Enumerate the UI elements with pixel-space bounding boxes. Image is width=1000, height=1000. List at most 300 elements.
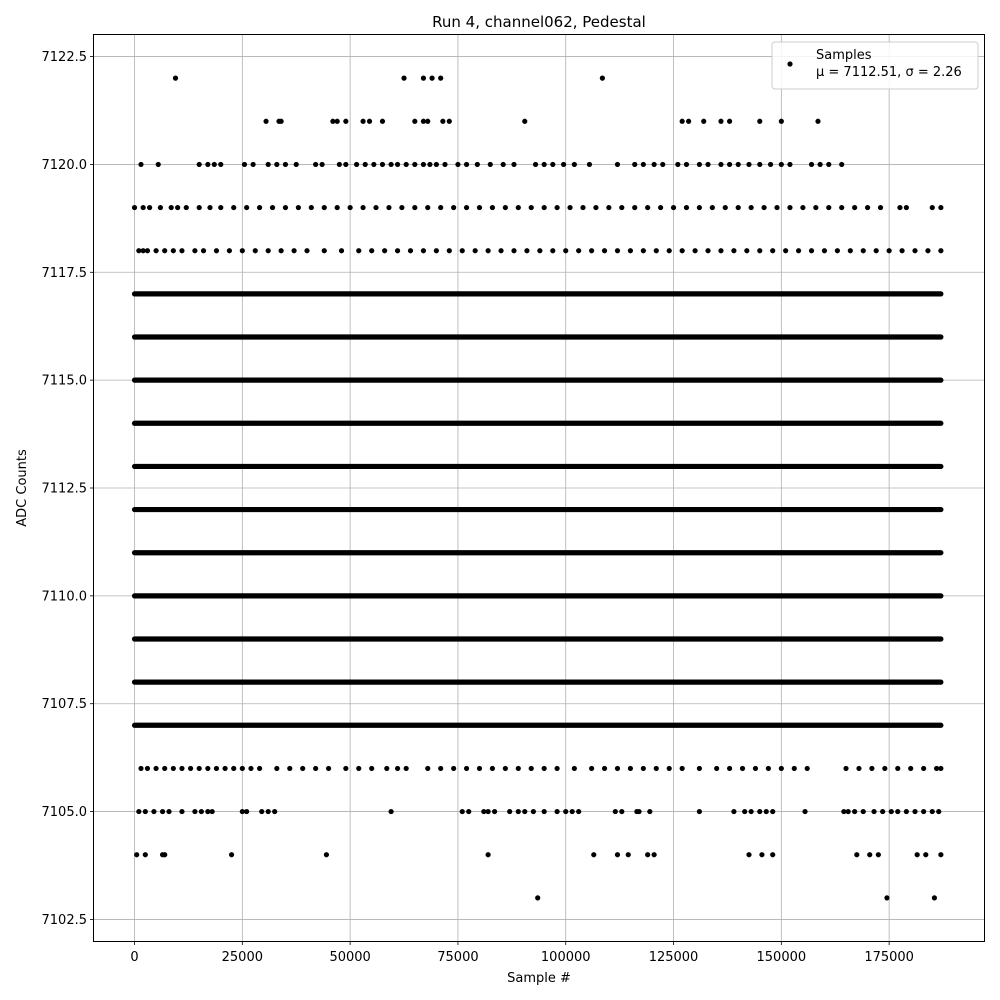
data-point xyxy=(477,205,482,210)
data-point xyxy=(425,766,430,771)
data-point xyxy=(188,766,193,771)
data-point xyxy=(757,119,762,124)
legend-marker xyxy=(787,61,792,66)
data-point xyxy=(822,248,827,253)
y-tick-label: 7115.0 xyxy=(41,373,87,389)
legend-stats: μ = 7112.51, σ = 2.26 xyxy=(816,65,962,80)
data-point xyxy=(632,205,637,210)
y-axis-label: ADC Counts xyxy=(15,449,30,527)
data-point xyxy=(205,162,210,167)
y-tick-label: 7122.5 xyxy=(41,50,87,66)
data-point xyxy=(244,809,249,814)
data-point xyxy=(613,809,618,814)
data-point xyxy=(529,205,534,210)
data-point xyxy=(214,248,219,253)
data-point xyxy=(257,766,262,771)
data-point xyxy=(335,119,340,124)
data-point xyxy=(555,766,560,771)
data-point xyxy=(464,162,469,167)
data-point xyxy=(291,248,296,253)
data-point xyxy=(710,205,715,210)
data-point xyxy=(680,766,685,771)
data-point xyxy=(503,205,508,210)
data-point xyxy=(632,162,637,167)
data-point xyxy=(136,809,141,814)
data-point xyxy=(736,205,741,210)
data-point xyxy=(356,766,361,771)
data-point xyxy=(757,248,762,253)
data-point xyxy=(757,809,762,814)
data-point xyxy=(171,766,176,771)
data-point xyxy=(421,162,426,167)
data-point xyxy=(882,766,887,771)
data-point xyxy=(175,205,180,210)
data-point xyxy=(932,895,937,900)
data-point xyxy=(145,248,150,253)
data-point xyxy=(912,809,917,814)
data-point xyxy=(511,162,516,167)
data-point xyxy=(300,766,305,771)
data-point xyxy=(705,248,710,253)
data-point xyxy=(166,809,171,814)
data-point xyxy=(884,895,889,900)
data-point xyxy=(779,766,784,771)
data-point xyxy=(531,809,536,814)
data-point xyxy=(395,162,400,167)
data-point xyxy=(768,162,773,167)
data-point xyxy=(304,248,309,253)
data-point xyxy=(542,162,547,167)
data-point xyxy=(626,852,631,857)
data-point xyxy=(654,766,659,771)
data-point xyxy=(438,76,443,81)
data-point xyxy=(425,119,430,124)
data-point xyxy=(464,766,469,771)
data-point xyxy=(421,76,426,81)
data-point xyxy=(921,809,926,814)
data-point xyxy=(746,162,751,167)
data-point xyxy=(615,766,620,771)
data-point xyxy=(589,766,594,771)
data-point xyxy=(861,809,866,814)
data-point xyxy=(205,766,210,771)
data-point xyxy=(451,205,456,210)
data-point xyxy=(619,809,624,814)
data-point xyxy=(294,162,299,167)
data-point xyxy=(404,766,409,771)
data-point xyxy=(324,852,329,857)
data-point xyxy=(938,852,943,857)
data-point xyxy=(475,162,480,167)
data-point xyxy=(757,162,762,167)
data-point xyxy=(244,205,249,210)
data-point xyxy=(153,248,158,253)
data-point xyxy=(395,248,400,253)
data-point xyxy=(923,852,928,857)
data-point xyxy=(667,766,672,771)
data-point xyxy=(671,205,676,210)
data-point xyxy=(363,162,368,167)
data-point xyxy=(641,162,646,167)
data-point xyxy=(861,248,866,253)
data-point xyxy=(455,162,460,167)
data-point xyxy=(201,248,206,253)
data-point xyxy=(869,766,874,771)
data-point xyxy=(309,205,314,210)
y-tick-label: 7120.0 xyxy=(41,157,87,173)
data-point xyxy=(779,119,784,124)
data-point xyxy=(279,248,284,253)
data-point xyxy=(460,248,465,253)
data-point xyxy=(171,248,176,253)
data-point xyxy=(162,248,167,253)
data-point xyxy=(322,205,327,210)
data-point xyxy=(852,809,857,814)
data-point xyxy=(274,766,279,771)
data-point xyxy=(615,248,620,253)
data-point xyxy=(279,119,284,124)
data-point xyxy=(516,205,521,210)
data-point xyxy=(447,248,452,253)
data-point xyxy=(787,205,792,210)
data-point xyxy=(207,205,212,210)
data-point xyxy=(589,248,594,253)
data-point xyxy=(889,809,894,814)
data-point xyxy=(412,119,417,124)
data-point xyxy=(401,76,406,81)
data-point xyxy=(511,248,516,253)
data-point xyxy=(580,205,585,210)
data-point xyxy=(645,205,650,210)
data-point xyxy=(908,766,913,771)
data-point xyxy=(460,809,465,814)
data-point xyxy=(874,248,879,253)
data-point xyxy=(641,248,646,253)
data-point xyxy=(697,809,702,814)
legend xyxy=(772,42,978,89)
data-point xyxy=(591,852,596,857)
data-point xyxy=(880,809,885,814)
data-point xyxy=(628,248,633,253)
data-point xyxy=(212,162,217,167)
data-point xyxy=(158,205,163,210)
data-point xyxy=(259,809,264,814)
data-point xyxy=(251,162,256,167)
data-point xyxy=(388,162,393,167)
data-point xyxy=(354,162,359,167)
data-point xyxy=(856,766,861,771)
data-point xyxy=(386,205,391,210)
data-point xyxy=(921,766,926,771)
data-point xyxy=(322,248,327,253)
data-point xyxy=(774,205,779,210)
data-point xyxy=(145,766,150,771)
data-point xyxy=(667,248,672,253)
data-point xyxy=(718,119,723,124)
data-point xyxy=(647,809,652,814)
data-point xyxy=(680,119,685,124)
data-point xyxy=(912,248,917,253)
data-point xyxy=(192,248,197,253)
data-point xyxy=(727,119,732,124)
data-point xyxy=(192,809,197,814)
data-point xyxy=(380,119,385,124)
data-point xyxy=(369,766,374,771)
data-point xyxy=(486,809,491,814)
data-point xyxy=(815,119,820,124)
data-point xyxy=(684,205,689,210)
data-point xyxy=(680,248,685,253)
data-point xyxy=(229,852,234,857)
data-point xyxy=(641,766,646,771)
data-point xyxy=(503,766,508,771)
data-point xyxy=(274,162,279,167)
data-point xyxy=(744,248,749,253)
data-point xyxy=(218,162,223,167)
data-point xyxy=(287,766,292,771)
data-point xyxy=(606,205,611,210)
data-point xyxy=(395,766,400,771)
data-point xyxy=(348,205,353,210)
data-point xyxy=(697,205,702,210)
y-tick-label: 7105.0 xyxy=(41,805,87,821)
data-point xyxy=(930,205,935,210)
data-point xyxy=(218,205,223,210)
data-point xyxy=(675,162,680,167)
data-point xyxy=(337,162,342,167)
data-point xyxy=(727,162,732,167)
data-point xyxy=(802,809,807,814)
data-point xyxy=(660,162,665,167)
data-point xyxy=(936,809,941,814)
data-point xyxy=(636,809,641,814)
data-point xyxy=(326,766,331,771)
data-point xyxy=(231,766,236,771)
data-point xyxy=(388,809,393,814)
data-point xyxy=(447,119,452,124)
data-point xyxy=(835,248,840,253)
data-point xyxy=(714,766,719,771)
data-point xyxy=(731,248,736,253)
data-point xyxy=(930,809,935,814)
data-point xyxy=(473,248,478,253)
data-point xyxy=(718,248,723,253)
x-tick-label: 0 xyxy=(130,950,139,965)
data-point xyxy=(466,809,471,814)
data-point xyxy=(871,809,876,814)
data-point xyxy=(736,162,741,167)
data-point xyxy=(915,852,920,857)
data-point xyxy=(770,809,775,814)
data-point xyxy=(792,766,797,771)
x-tick-label: 100000 xyxy=(540,950,591,965)
data-point xyxy=(360,119,365,124)
data-point xyxy=(731,809,736,814)
data-point xyxy=(434,162,439,167)
data-point xyxy=(373,205,378,210)
data-point xyxy=(652,852,657,857)
data-point xyxy=(600,76,605,81)
data-point xyxy=(658,205,663,210)
data-point xyxy=(429,76,434,81)
data-point xyxy=(253,248,258,253)
y-tick-label: 7107.5 xyxy=(41,697,87,713)
data-point xyxy=(787,162,792,167)
data-point xyxy=(723,205,728,210)
data-point xyxy=(555,809,560,814)
data-point xyxy=(593,205,598,210)
x-tick-label: 50000 xyxy=(329,950,371,965)
data-point xyxy=(272,809,277,814)
data-point xyxy=(143,852,148,857)
data-point xyxy=(382,248,387,253)
data-point xyxy=(602,248,607,253)
data-point xyxy=(179,248,184,253)
data-point xyxy=(412,162,417,167)
data-point xyxy=(492,809,497,814)
data-point xyxy=(645,852,650,857)
data-point xyxy=(173,76,178,81)
data-point xyxy=(516,809,521,814)
x-tick-label: 175000 xyxy=(864,950,914,965)
data-point xyxy=(147,205,152,210)
data-point xyxy=(852,205,857,210)
data-point xyxy=(335,205,340,210)
data-point xyxy=(561,162,566,167)
data-point xyxy=(846,809,851,814)
data-point xyxy=(356,248,361,253)
data-point xyxy=(705,162,710,167)
data-point xyxy=(184,205,189,210)
data-point xyxy=(440,119,445,124)
data-point xyxy=(779,162,784,167)
data-point xyxy=(867,852,872,857)
data-point xyxy=(839,205,844,210)
data-point xyxy=(753,766,758,771)
y-tick-label: 7102.5 xyxy=(41,912,87,928)
data-point xyxy=(570,809,575,814)
data-point xyxy=(522,809,527,814)
data-point xyxy=(843,766,848,771)
data-point xyxy=(761,205,766,210)
data-point xyxy=(266,248,271,253)
data-point xyxy=(283,205,288,210)
y-tick-label: 7117.5 xyxy=(41,265,87,281)
data-point xyxy=(895,766,900,771)
data-point xyxy=(654,248,659,253)
data-point xyxy=(740,766,745,771)
data-point xyxy=(686,119,691,124)
data-point xyxy=(371,162,376,167)
data-point xyxy=(296,205,301,210)
data-point xyxy=(522,119,527,124)
data-point xyxy=(404,162,409,167)
data-point xyxy=(257,205,262,210)
data-point xyxy=(488,162,493,167)
data-point xyxy=(895,809,900,814)
data-point xyxy=(826,162,831,167)
data-point xyxy=(628,766,633,771)
data-point xyxy=(399,205,404,210)
data-point xyxy=(899,248,904,253)
data-point xyxy=(938,248,943,253)
data-point xyxy=(938,205,943,210)
data-point xyxy=(615,852,620,857)
data-point xyxy=(692,248,697,253)
data-point xyxy=(697,162,702,167)
data-point xyxy=(169,205,174,210)
data-point xyxy=(242,162,247,167)
data-point xyxy=(369,248,374,253)
data-point xyxy=(796,248,801,253)
x-tick-label: 150000 xyxy=(756,950,807,965)
data-point xyxy=(809,248,814,253)
data-point xyxy=(764,809,769,814)
data-point xyxy=(240,766,245,771)
data-point xyxy=(718,162,723,167)
data-point xyxy=(134,852,139,857)
data-point xyxy=(904,205,909,210)
data-point xyxy=(727,766,732,771)
data-point xyxy=(263,119,268,124)
data-point xyxy=(572,766,577,771)
data-point xyxy=(231,205,236,210)
data-point xyxy=(897,205,902,210)
data-point xyxy=(938,766,943,771)
data-point xyxy=(550,248,555,253)
data-point xyxy=(210,809,215,814)
legend-label-samples: Samples xyxy=(816,48,872,63)
y-tick-label: 7112.5 xyxy=(41,481,87,497)
data-point xyxy=(759,852,764,857)
data-point xyxy=(602,766,607,771)
data-point xyxy=(876,852,881,857)
data-point xyxy=(749,205,754,210)
data-point xyxy=(320,162,325,167)
x-tick-label: 75000 xyxy=(437,950,479,965)
data-point xyxy=(162,766,167,771)
data-point xyxy=(567,205,572,210)
data-point xyxy=(153,766,158,771)
data-point xyxy=(160,809,165,814)
data-point xyxy=(360,205,365,210)
data-point xyxy=(783,248,788,253)
data-point xyxy=(818,162,823,167)
data-point xyxy=(697,766,702,771)
data-point xyxy=(542,809,547,814)
data-point xyxy=(451,766,456,771)
data-point xyxy=(490,205,495,210)
data-point xyxy=(587,162,592,167)
data-point xyxy=(501,162,506,167)
data-point xyxy=(800,205,805,210)
data-point xyxy=(266,162,271,167)
x-axis-label: Sample # xyxy=(507,971,571,986)
data-point xyxy=(427,162,432,167)
data-point xyxy=(408,248,413,253)
data-point xyxy=(199,809,204,814)
data-point xyxy=(138,162,143,167)
data-point xyxy=(384,766,389,771)
data-point xyxy=(464,205,469,210)
data-point xyxy=(563,809,568,814)
data-point xyxy=(477,766,482,771)
data-point xyxy=(813,205,818,210)
data-point xyxy=(770,852,775,857)
data-point xyxy=(132,205,137,210)
data-point xyxy=(248,766,253,771)
data-point xyxy=(339,248,344,253)
